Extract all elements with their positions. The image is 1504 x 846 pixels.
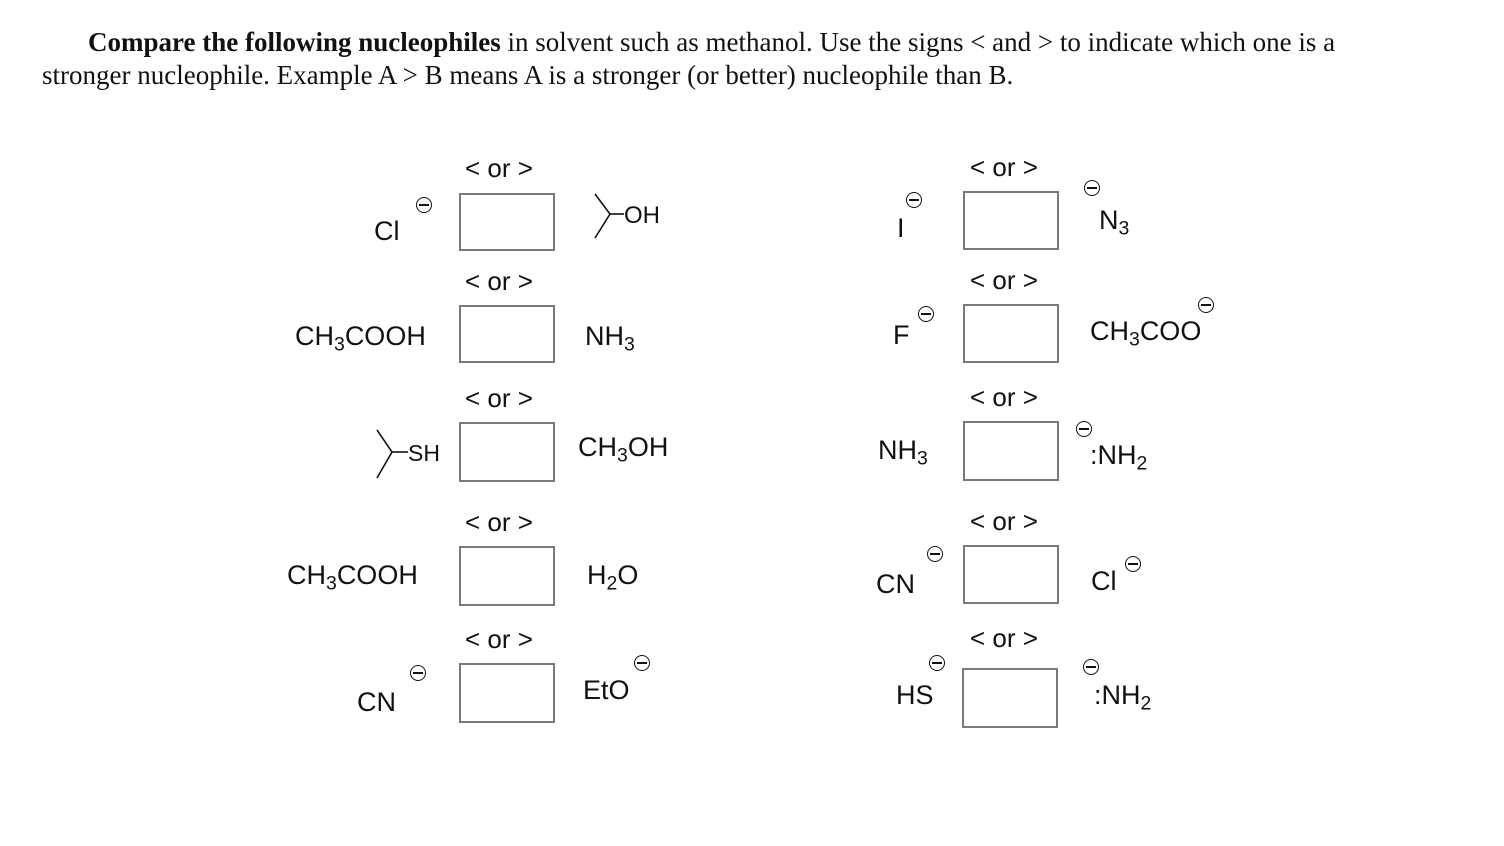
answer-box-right-4[interactable] (963, 545, 1059, 604)
nucleophile-ethoxide: EtO (583, 675, 630, 705)
negative-charge-icon (416, 197, 432, 213)
answer-box-left-1[interactable] (459, 193, 555, 251)
nucleophile-chloride: Cl (374, 216, 400, 246)
negative-charge-icon (1083, 659, 1099, 675)
answer-box-left-4[interactable] (459, 546, 555, 606)
negative-charge-icon (1198, 297, 1214, 313)
nucleophile-acetic-acid: $CH_3COOH$ (295, 321, 426, 356)
answer-box-left-3[interactable] (459, 422, 555, 482)
compare-label: < or > (970, 265, 1038, 295)
instructions-line-2: stronger nucleophile. Example A > B means A is a stronger (or better) nucleophile than B. (42, 60, 1014, 90)
isopropyl-skeleton-icon (372, 428, 412, 482)
compare-label: < or > (465, 507, 533, 537)
negative-charge-icon (1125, 556, 1141, 572)
nucleophile-hydrosulfide: HS (896, 680, 934, 710)
instructions (42, 26, 1472, 92)
instructions-line-1 (42, 26, 1472, 59)
compare-label: < or > (465, 624, 533, 654)
nucleophile-fluoride: F (893, 320, 910, 350)
answer-box-right-2[interactable] (963, 304, 1059, 363)
nucleophile-acetate: $CH_3COO$ (1090, 316, 1202, 351)
answer-box-left-2[interactable] (459, 305, 555, 363)
nucleophile-ammonia: $NH_3$ (585, 321, 635, 356)
answer-box-right-1[interactable] (963, 191, 1059, 250)
compare-label: < or > (970, 152, 1038, 182)
answer-box-left-5[interactable] (459, 663, 555, 723)
nucleophile-ammonia: $NH_3$ (878, 435, 928, 470)
answer-box-right-3[interactable] (963, 421, 1059, 481)
nucleophile-water: $H_2O$ (587, 560, 639, 595)
nucleophile-chloride: Cl (1091, 566, 1117, 596)
nucleophile-azide: $N_3$ (1099, 205, 1130, 240)
instructions-text: in solvent such as methanol. Use the signs < and > to indicate which one is a (500, 27, 1336, 57)
nucleophile-isopropyl-thiol-sh: SH (408, 440, 440, 466)
compare-label: < or > (465, 153, 533, 183)
negative-charge-icon (929, 655, 945, 671)
compare-label: < or > (970, 623, 1038, 653)
nucleophile-cyanide: CN (357, 687, 396, 717)
compare-label: < or > (465, 266, 533, 296)
negative-charge-icon (918, 306, 934, 322)
instructions-bold: Compare the following nucleophiles (88, 27, 501, 57)
answer-box-right-5[interactable] (962, 668, 1058, 728)
nucleophile-acetic-acid: $CH_3COOH$ (287, 560, 418, 595)
compare-label: < or > (970, 506, 1038, 536)
negative-charge-icon (927, 546, 943, 562)
compare-label: < or > (465, 383, 533, 413)
nucleophile-isopropanol-oh: OH (624, 202, 660, 229)
nucleophile-amide: $:NH_2$ (1094, 680, 1152, 715)
nucleophile-amide: $:NH_2$ (1090, 440, 1148, 475)
nucleophile-cyanide: CN (876, 569, 915, 599)
nucleophile-iodide: I (897, 213, 905, 243)
nucleophile-methanol: $CH_3OH$ (578, 432, 669, 467)
negative-charge-icon (906, 192, 922, 208)
compare-label: < or > (970, 382, 1038, 412)
negative-charge-icon (634, 655, 650, 671)
negative-charge-icon (1076, 421, 1092, 437)
negative-charge-icon (1084, 180, 1100, 196)
negative-charge-icon (410, 665, 426, 681)
